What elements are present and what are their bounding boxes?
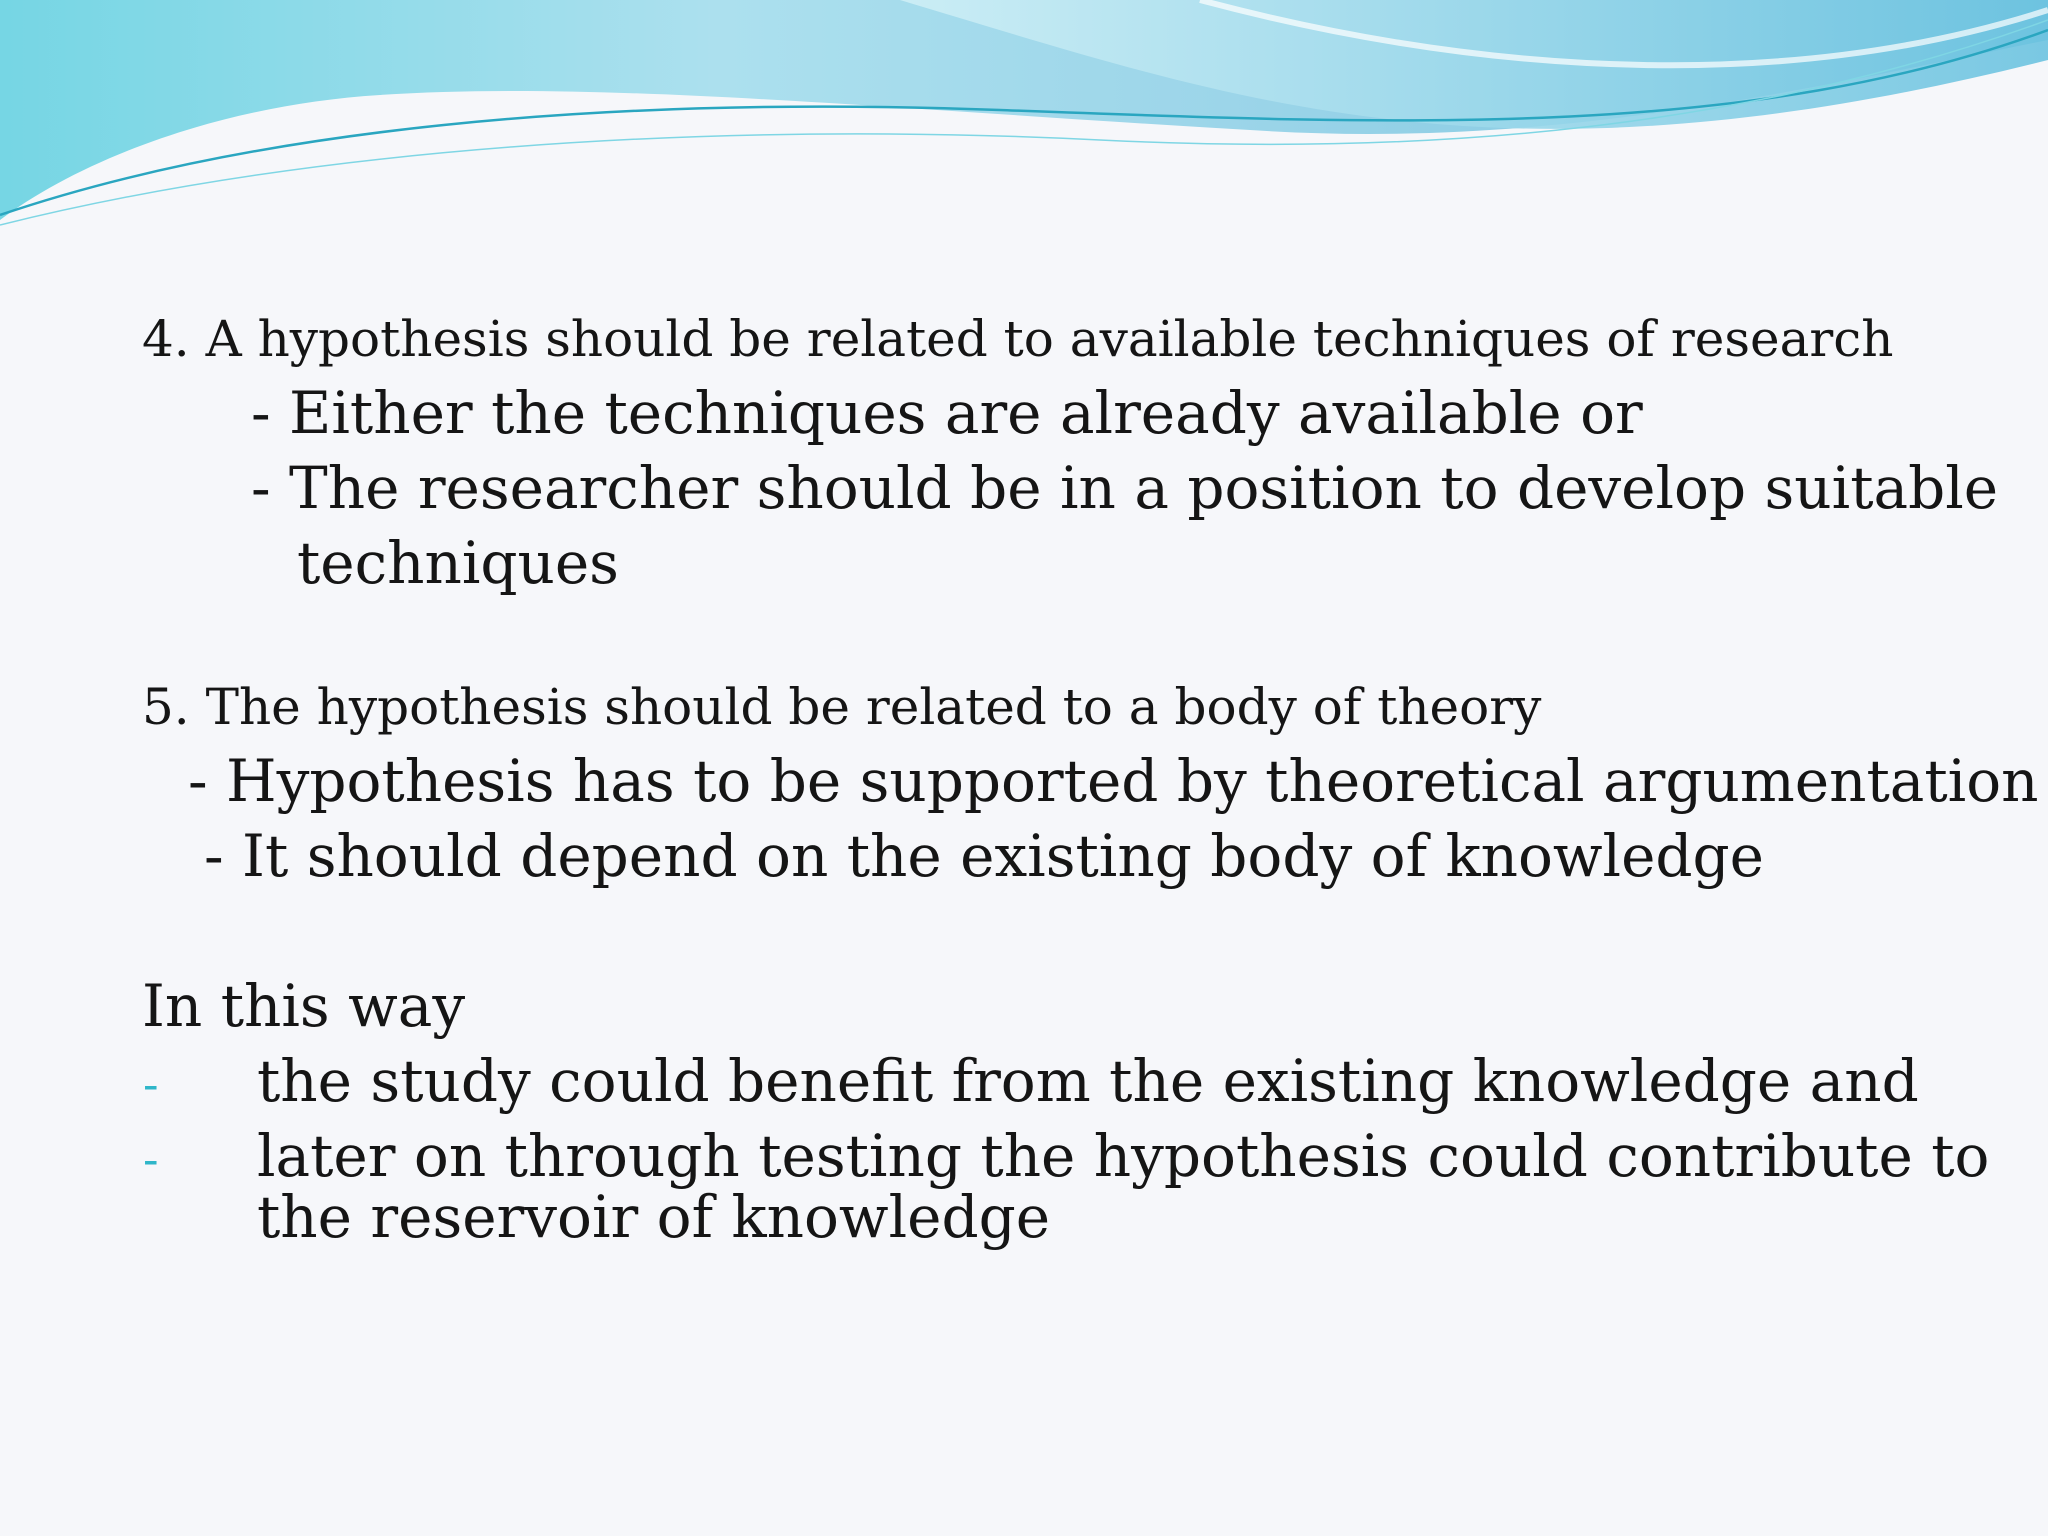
point4-bullet-2: - The researcher should be in a position to develop suitable (251, 454, 1999, 522)
conclusion-item-2-continuation: the reservoir of knowledge (257, 1183, 1051, 1251)
point4-heading: 4. A hypothesis should be related to available techniques of research (142, 310, 1894, 368)
point5-bullet-1: - Hypothesis has to be supported by theoretical argumentation (188, 747, 2039, 815)
conclusion-bullet-marker-2: - (143, 1132, 159, 1186)
conclusion-item-1: the study could benefit from the existing knowledge and (257, 1047, 1919, 1115)
conclusion-intro: In this way (142, 972, 466, 1040)
point5-bullet-2: - It should depend on the existing body of knowledge (204, 822, 1764, 890)
point4-bullet-1: - Either the techniques are already available or (251, 379, 1643, 447)
point5-heading: 5. The hypothesis should be related to a body of theory (142, 678, 1542, 736)
conclusion-bullet-marker-1: - (143, 1057, 159, 1111)
conclusion-item-2: later on through testing the hypothesis could contribute to (257, 1122, 1990, 1190)
header-wave-decoration (0, 0, 2048, 240)
point4-bullet-2-continuation: techniques (297, 529, 619, 597)
